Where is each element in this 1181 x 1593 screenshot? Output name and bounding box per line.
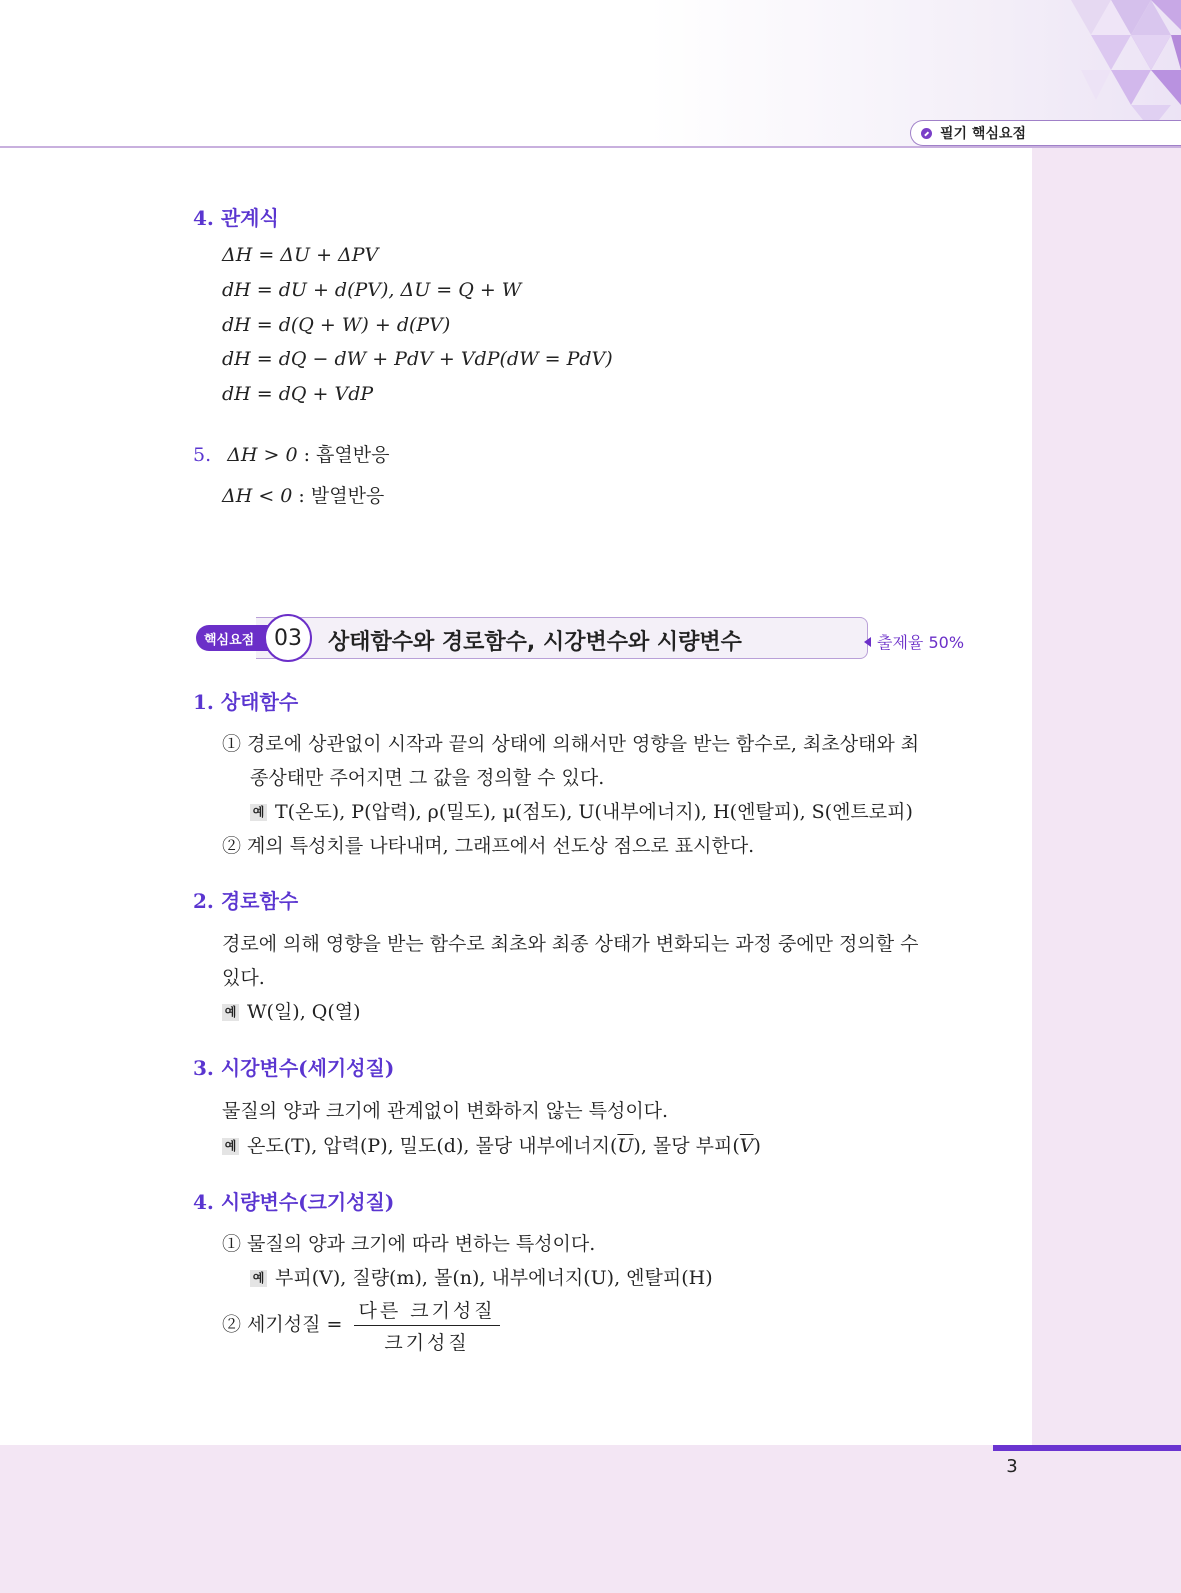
section-heading-path-function xyxy=(193,885,298,914)
intensive-example xyxy=(222,1131,761,1158)
exothermic-condition: ΔH < 0 xyxy=(222,485,293,507)
formula-prefix: ② 세기성질 = xyxy=(222,1313,343,1336)
speaker-icon xyxy=(864,637,871,647)
core-point-title: 상태함수와 경로함수, 시강변수와 시량변수 xyxy=(328,630,742,655)
state-function-item-1b: 종상태만 주어지면 그 값을 정의할 수 있다. xyxy=(250,767,605,789)
side-margin-band xyxy=(1032,148,1181,1445)
intensive-desc: 물질의 양과 크기에 관계없이 변화하지 않는 특성이다. xyxy=(222,1100,669,1122)
extensive-example xyxy=(250,1263,713,1290)
extensive-item-2 xyxy=(222,1296,500,1355)
path-function-desc-b: 있다. xyxy=(222,967,265,989)
example-badge: 예 xyxy=(222,1004,239,1021)
example-text: ), 몰당 부피( xyxy=(633,1135,740,1157)
exam-frequency-label: 출제율 50% xyxy=(877,633,965,652)
heading-number: 4. xyxy=(193,206,214,230)
section-heading-extensive xyxy=(193,1186,394,1215)
core-point-number: 03 xyxy=(264,614,312,662)
equation-2: dH = dU + d(PV), ΔU = Q + W xyxy=(222,279,522,301)
equation-5: dH = dQ + VdP xyxy=(222,383,374,405)
page-number: 3 xyxy=(1006,1456,1018,1477)
heading-title: 경로함수 xyxy=(220,889,299,913)
example-text: 온도(T), 압력(P), 밀도(d), 몰당 내부에너지( xyxy=(247,1135,618,1157)
equation-4: dH = dQ − dW + PdV + VdP(dW = PdV) xyxy=(222,348,613,370)
exothermic-label: : 발열반응 xyxy=(292,485,385,507)
heading-number: 4. xyxy=(193,1190,214,1214)
heading-number: 3. xyxy=(193,1056,214,1080)
section-heading-state-function xyxy=(193,686,298,715)
heading-title: 관계식 xyxy=(220,206,279,230)
heading-number: 2. xyxy=(193,889,214,913)
molar-internal-energy-symbol: $\overline{U}$ xyxy=(617,1135,634,1157)
page-number-bar xyxy=(993,1445,1181,1451)
section-heading-intensive xyxy=(193,1052,394,1081)
header-tag-label: 필기 핵심요점 xyxy=(940,126,1027,142)
example-badge: 예 xyxy=(250,804,267,821)
fraction-numerator: 다른 크기성질 xyxy=(354,1296,499,1326)
enthalpy-sign-line-1 xyxy=(193,440,389,467)
heading-title: 시강변수(세기성질) xyxy=(220,1056,395,1080)
state-function-item-1a: ① 경로에 상관없이 시작과 끝의 상태에 의해서만 영향을 받는 함수로, 최초상태와 최 xyxy=(222,733,920,755)
section-heading-relations xyxy=(193,202,279,231)
equation-3: dH = d(Q + W) + d(PV) xyxy=(222,314,451,336)
heading-title: 상태함수 xyxy=(220,690,299,714)
state-function-example xyxy=(250,797,913,824)
endothermic-label: : 흡열반응 xyxy=(297,444,390,466)
example-text: W(일), Q(열) xyxy=(247,1001,361,1023)
core-point-banner xyxy=(196,617,868,659)
fraction-denominator: 크기성질 xyxy=(384,1332,470,1354)
state-function-item-2: ② 계의 특성치를 나타내며, 그래프에서 선도상 점으로 표시한다. xyxy=(222,835,755,857)
endothermic-condition: ΔH > 0 xyxy=(227,444,298,466)
equation-1: ΔH = ΔU + ΔPV xyxy=(222,244,379,266)
heading-title: 시량변수(크기성질) xyxy=(220,1190,395,1214)
enthalpy-sign-line-2 xyxy=(222,481,384,508)
heading-number: 1. xyxy=(193,690,214,714)
example-badge: 예 xyxy=(222,1138,239,1155)
core-point-pill: 핵심요점 xyxy=(196,625,276,651)
intensive-fraction xyxy=(354,1296,499,1355)
example-text: T(온도), P(압력), ρ(밀도), μ(점도), U(내부에너지), H(엔탈피), S(엔트로피) xyxy=(275,801,913,823)
path-function-example xyxy=(222,997,361,1024)
heading-number: 5. xyxy=(193,444,212,466)
extensive-item-1: ① 물질의 양과 크기에 따라 변하는 특성이다. xyxy=(222,1233,596,1255)
exam-frequency xyxy=(864,630,964,653)
path-function-desc-a: 경로에 의해 영향을 받는 함수로 최초와 최종 상태가 변화되는 과정 중에만 정의할 수 xyxy=(222,933,919,955)
molar-volume-symbol: $\overline{V}$ xyxy=(739,1135,754,1157)
example-text: 부피(V), 질량(m), 몰(n), 내부에너지(U), 엔탈피(H) xyxy=(275,1267,713,1289)
example-badge: 예 xyxy=(250,1270,267,1287)
example-text: ) xyxy=(753,1135,761,1157)
